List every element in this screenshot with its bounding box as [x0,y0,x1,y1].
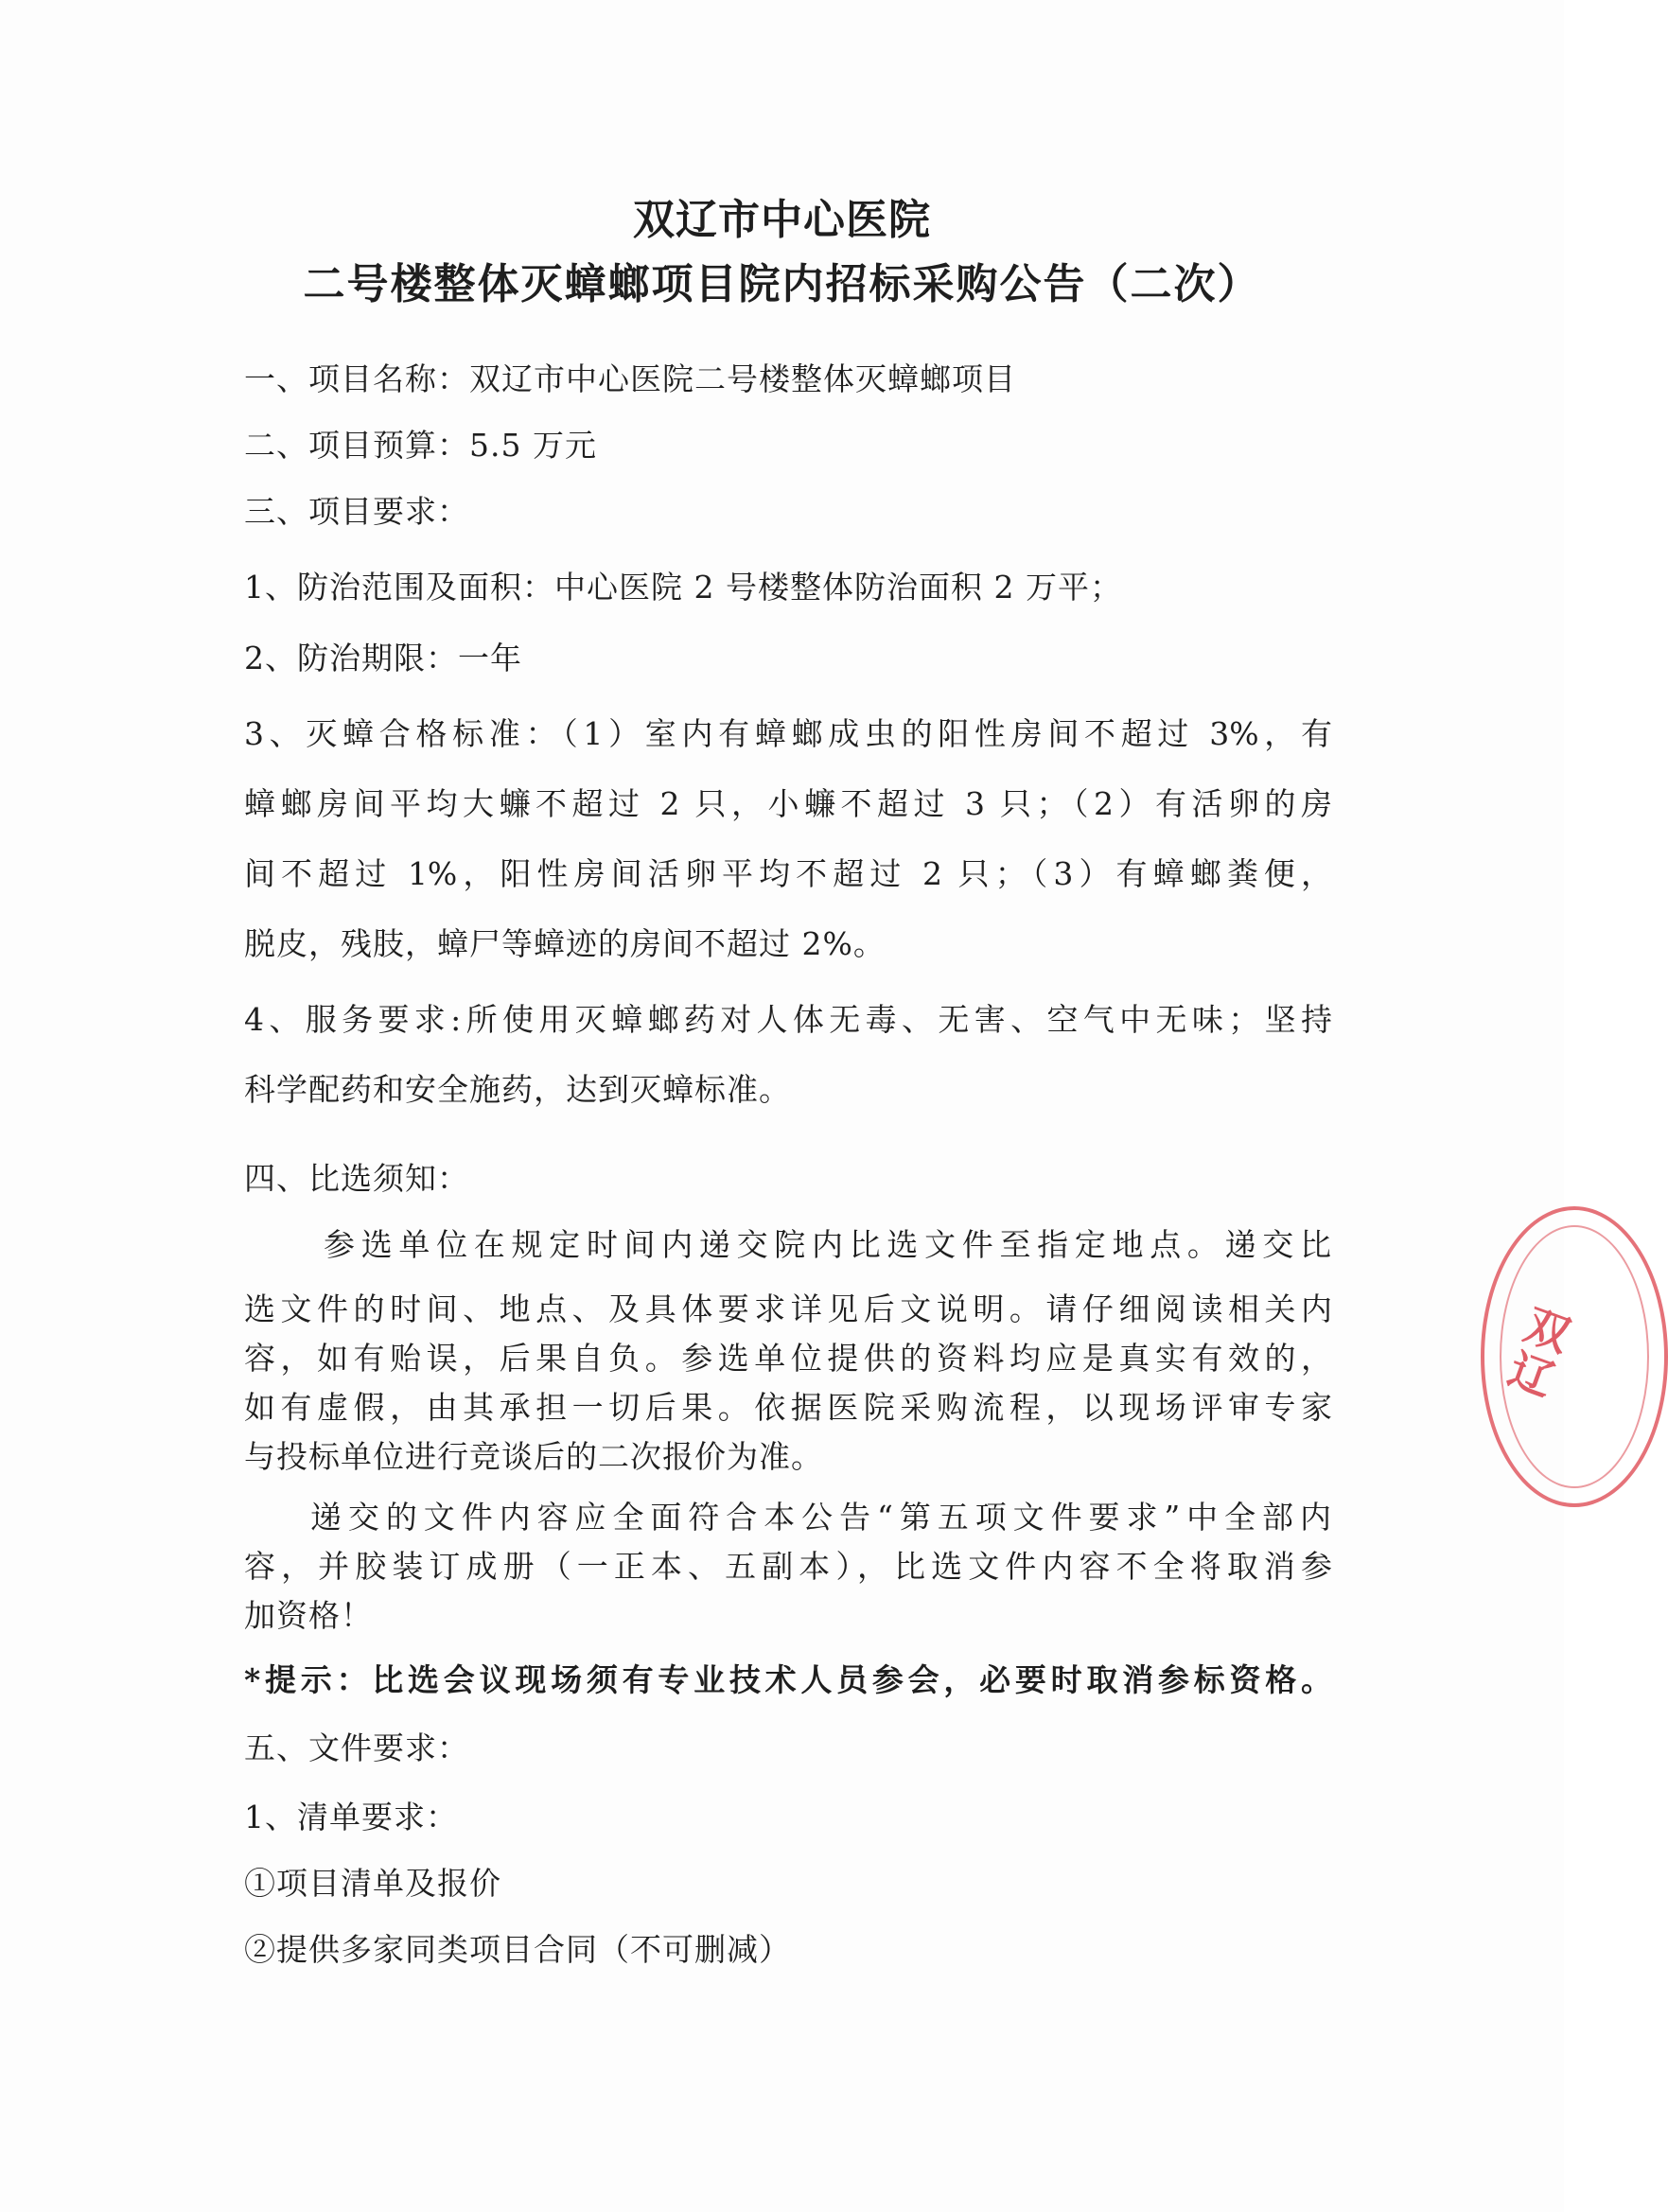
notice-paragraph-line: 选文件的时间、地点、及具体要求详见后文说明。请仔细阅读相关内 [244,1290,1332,1327]
notice-paragraph-line: 递交的文件内容应全面符合本公告“第五项文件要求”中全部内 [310,1499,1332,1536]
requirement-4-line: 科学配药和安全施药，达到灭蟑标准。 [244,1071,791,1108]
requirements-heading: 三、项目要求： [244,493,469,530]
notice-paragraph-line: 如有虚假，由其承担一切后果。依据医院采购流程，以现场评审专家 [244,1389,1332,1426]
list-item: ②提供多家同类项目合同（不可删减） [244,1931,791,1968]
requirement-3-line: 蟑螂房间平均大蠊不超过 2 只，小蠊不超过 3 只；（2）有活卵的房 [244,785,1332,822]
notice-paragraph-line: 容，并胶装订成册（一正本、五副本），比选文件内容不全将取消参 [244,1548,1332,1585]
requirement-3-line: 间不超过 1%，阳性房间活卵平均不超过 2 只；（3）有蟑螂粪便， [244,855,1332,892]
notice-paragraph-line: 容，如有贻误，后果自负。参选单位提供的资料均应是真实有效的， [244,1340,1332,1377]
requirement-1: 1、防治范围及面积：中心医院 2 号楼整体防治面积 2 万平； [244,569,1122,606]
requirement-4-line: 4、服务要求:所使用灭蟑螂药对人体无毒、无害、空气中无味；坚持 [244,1001,1332,1038]
project-name: 一、项目名称：双辽市中心医院二号楼整体灭蟑螂项目 [244,360,1016,397]
tip-note: *提示：比选会议现场须有专业技术人员参会，必要时取消参标资格。 [244,1661,1332,1698]
notice-paragraph-line: 与投标单位进行竞谈后的二次报价为准。 [244,1438,823,1475]
notice-paragraph-line: 参选单位在规定时间内递交院内比选文件至指定地点。递交比 [324,1226,1332,1263]
list-item: ①项目清单及报价 [244,1865,501,1902]
notice-heading: 四、比选须知： [244,1160,469,1197]
files-heading: 五、文件要求： [244,1729,469,1766]
official-seal [1481,1206,1668,1507]
notice-paragraph-line: 加资格！ [244,1597,373,1634]
official-seal-text: 双辽 [1496,1298,1577,1406]
list-heading: 1、清单要求： [244,1799,458,1835]
title-hospital: 双辽市中心医院 [633,196,931,244]
requirement-3-line: 3、灭蟑合格标准：（1）室内有蟑螂成虫的阳性房间不超过 3%，有 [244,715,1332,752]
requirement-2: 2、防治期限：一年 [244,640,522,676]
requirement-3-line: 脱皮，残肢，蟑尸等蟑迹的房间不超过 2%。 [244,925,886,962]
title-announcement: 二号楼整体灭蟑螂项目院内招标采购公告（二次） [303,260,1261,308]
project-budget: 二、项目预算：5.5 万元 [244,427,597,464]
